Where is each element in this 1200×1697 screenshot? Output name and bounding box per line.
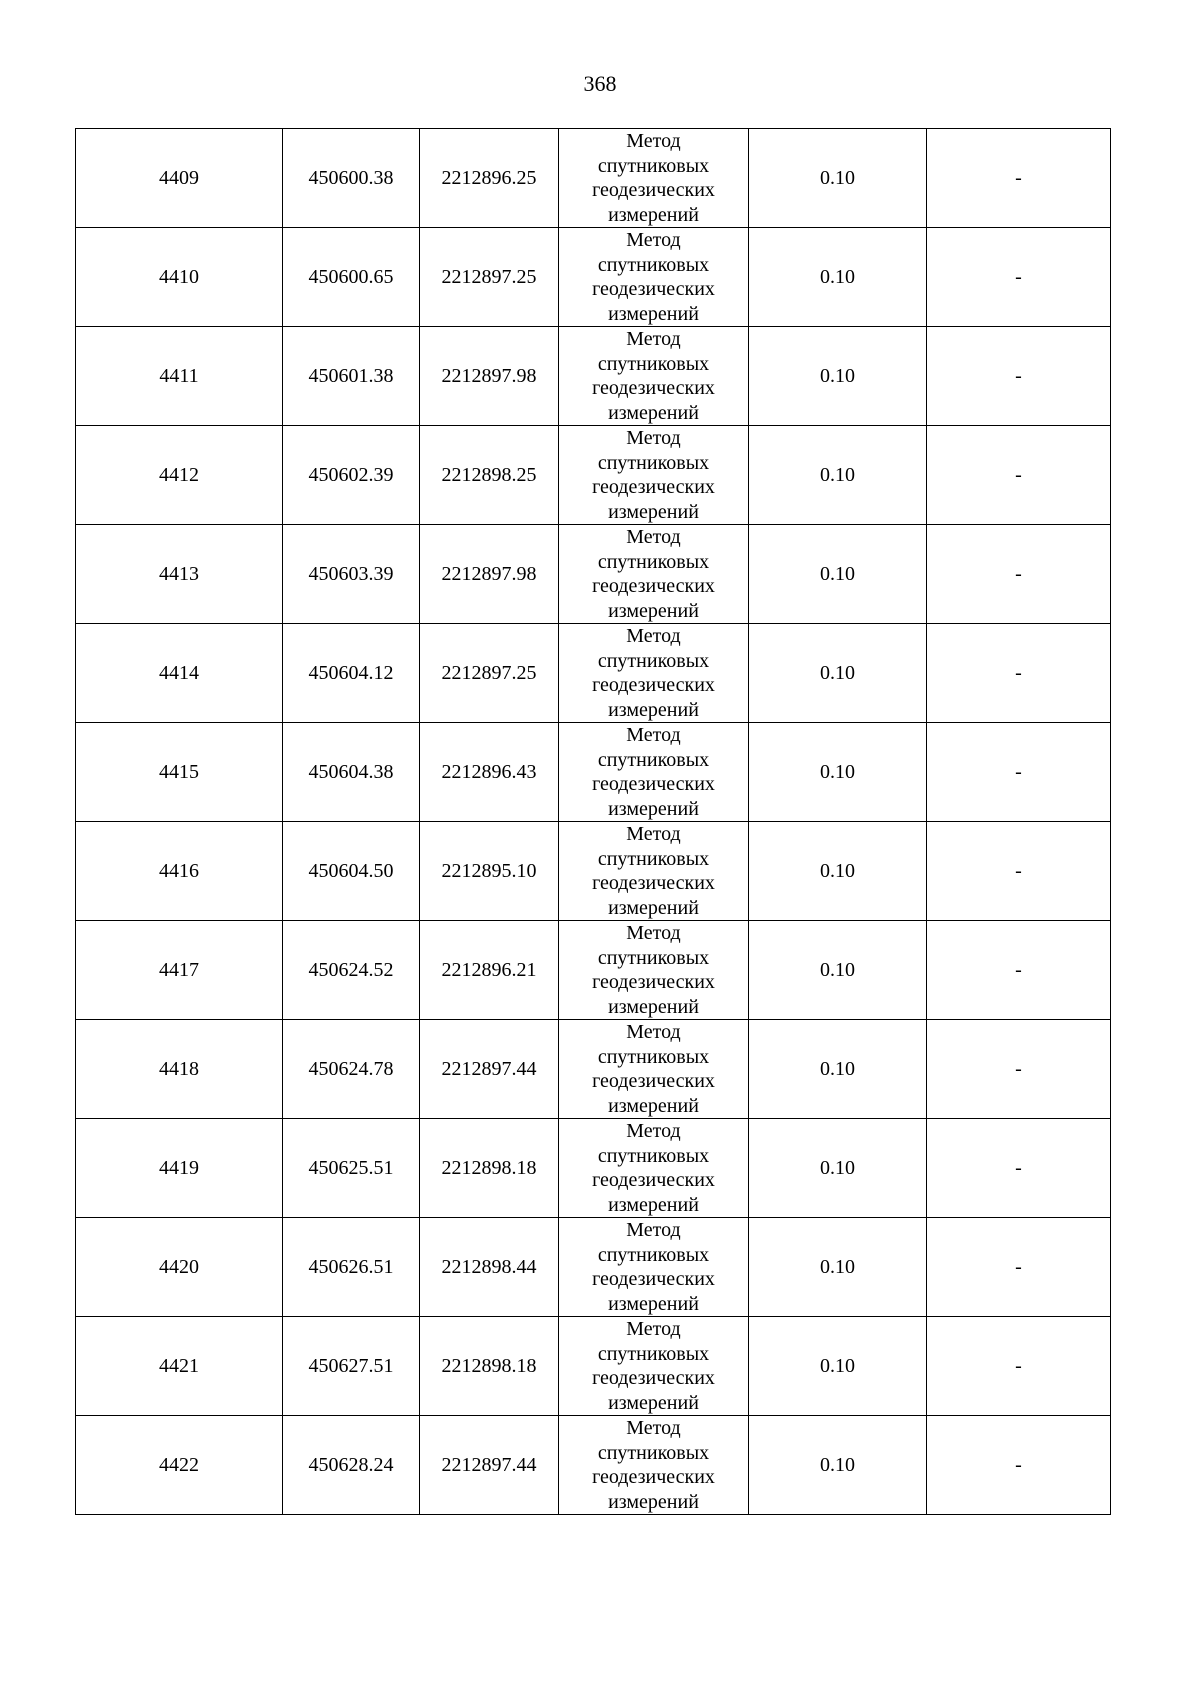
table-row bbox=[76, 1119, 1111, 1218]
method-text: Метод спутниковых геодезических измерений bbox=[592, 229, 715, 325]
y-coordinate-cell: 2212896.43 bbox=[420, 723, 559, 822]
note-cell: - bbox=[927, 1020, 1111, 1119]
point-number-cell: 4411 bbox=[76, 327, 283, 426]
point-number-cell: 4415 bbox=[76, 723, 283, 822]
y-coordinate-cell: 2212898.18 bbox=[420, 1119, 559, 1218]
note-cell: - bbox=[927, 327, 1111, 426]
accuracy-cell: 0.10 bbox=[749, 921, 927, 1020]
accuracy-cell: 0.10 bbox=[749, 822, 927, 921]
method-cell bbox=[559, 822, 749, 921]
y-coordinate-cell: 2212897.98 bbox=[420, 525, 559, 624]
x-coordinate-cell: 450604.50 bbox=[283, 822, 420, 921]
y-coordinate-cell: 2212898.44 bbox=[420, 1218, 559, 1317]
method-cell bbox=[559, 1317, 749, 1416]
point-number-cell: 4414 bbox=[76, 624, 283, 723]
method-text: Метод спутниковых геодезических измерений bbox=[592, 724, 715, 820]
note-cell: - bbox=[927, 129, 1111, 228]
y-coordinate-cell: 2212898.25 bbox=[420, 426, 559, 525]
table-row bbox=[76, 327, 1111, 426]
y-coordinate-cell: 2212897.25 bbox=[420, 228, 559, 327]
method-cell bbox=[559, 723, 749, 822]
point-number-cell: 4421 bbox=[76, 1317, 283, 1416]
accuracy-cell: 0.10 bbox=[749, 624, 927, 723]
table-row bbox=[76, 723, 1111, 822]
point-number-cell: 4410 bbox=[76, 228, 283, 327]
note-cell: - bbox=[927, 1119, 1111, 1218]
x-coordinate-cell: 450600.65 bbox=[283, 228, 420, 327]
method-cell bbox=[559, 228, 749, 327]
note-cell: - bbox=[927, 1218, 1111, 1317]
note-cell: - bbox=[927, 228, 1111, 327]
accuracy-cell: 0.10 bbox=[749, 228, 927, 327]
note-cell: - bbox=[927, 921, 1111, 1020]
x-coordinate-cell: 450626.51 bbox=[283, 1218, 420, 1317]
accuracy-cell: 0.10 bbox=[749, 1119, 927, 1218]
note-cell: - bbox=[927, 525, 1111, 624]
accuracy-cell: 0.10 bbox=[749, 327, 927, 426]
x-coordinate-cell: 450604.38 bbox=[283, 723, 420, 822]
method-cell bbox=[559, 1020, 749, 1119]
accuracy-cell: 0.10 bbox=[749, 1020, 927, 1119]
note-cell: - bbox=[927, 1317, 1111, 1416]
x-coordinate-cell: 450624.52 bbox=[283, 921, 420, 1020]
x-coordinate-cell: 450624.78 bbox=[283, 1020, 420, 1119]
method-text: Метод спутниковых геодезических измерений bbox=[592, 1318, 715, 1414]
method-text: Метод спутниковых геодезических измерений bbox=[592, 1120, 715, 1216]
y-coordinate-cell: 2212897.44 bbox=[420, 1416, 559, 1515]
method-cell bbox=[559, 1218, 749, 1317]
note-cell: - bbox=[927, 624, 1111, 723]
method-text: Метод спутниковых геодезических измерений bbox=[592, 1219, 715, 1315]
table-row bbox=[76, 822, 1111, 921]
method-cell bbox=[559, 129, 749, 228]
table-row bbox=[76, 624, 1111, 723]
method-text: Метод спутниковых геодезических измерений bbox=[592, 328, 715, 424]
coordinates-table-body bbox=[76, 129, 1111, 1515]
x-coordinate-cell: 450627.51 bbox=[283, 1317, 420, 1416]
method-text: Метод спутниковых геодезических измерений bbox=[592, 427, 715, 523]
point-number-cell: 4417 bbox=[76, 921, 283, 1020]
accuracy-cell: 0.10 bbox=[749, 426, 927, 525]
method-text: Метод спутниковых геодезических измерений bbox=[592, 1417, 715, 1513]
table-row bbox=[76, 921, 1111, 1020]
method-text: Метод спутниковых геодезических измерений bbox=[592, 625, 715, 721]
point-number-cell: 4422 bbox=[76, 1416, 283, 1515]
method-text: Метод спутниковых геодезических измерений bbox=[592, 922, 715, 1018]
point-number-cell: 4409 bbox=[76, 129, 283, 228]
point-number-cell: 4418 bbox=[76, 1020, 283, 1119]
method-cell bbox=[559, 1119, 749, 1218]
accuracy-cell: 0.10 bbox=[749, 1317, 927, 1416]
method-cell bbox=[559, 921, 749, 1020]
x-coordinate-cell: 450600.38 bbox=[283, 129, 420, 228]
point-number-cell: 4412 bbox=[76, 426, 283, 525]
y-coordinate-cell: 2212897.44 bbox=[420, 1020, 559, 1119]
table-row bbox=[76, 1317, 1111, 1416]
page-number: 368 bbox=[583, 71, 617, 96]
method-cell bbox=[559, 525, 749, 624]
method-cell bbox=[559, 1416, 749, 1515]
x-coordinate-cell: 450601.38 bbox=[283, 327, 420, 426]
x-coordinate-cell: 450602.39 bbox=[283, 426, 420, 525]
accuracy-cell: 0.10 bbox=[749, 1416, 927, 1515]
method-cell bbox=[559, 624, 749, 723]
table-row bbox=[76, 129, 1111, 228]
x-coordinate-cell: 450625.51 bbox=[283, 1119, 420, 1218]
method-text: Метод спутниковых геодезических измерений bbox=[592, 526, 715, 622]
y-coordinate-cell: 2212896.21 bbox=[420, 921, 559, 1020]
note-cell: - bbox=[927, 723, 1111, 822]
method-text: Метод спутниковых геодезических измерений bbox=[592, 823, 715, 919]
table-row bbox=[76, 1218, 1111, 1317]
note-cell: - bbox=[927, 822, 1111, 921]
x-coordinate-cell: 450604.12 bbox=[283, 624, 420, 723]
table-row bbox=[76, 426, 1111, 525]
y-coordinate-cell: 2212897.25 bbox=[420, 624, 559, 723]
method-text: Метод спутниковых геодезических измерений bbox=[592, 130, 715, 226]
coordinates-table bbox=[75, 128, 1111, 1515]
table-row bbox=[76, 1020, 1111, 1119]
y-coordinate-cell: 2212898.18 bbox=[420, 1317, 559, 1416]
point-number-cell: 4413 bbox=[76, 525, 283, 624]
point-number-cell: 4419 bbox=[76, 1119, 283, 1218]
x-coordinate-cell: 450603.39 bbox=[283, 525, 420, 624]
accuracy-cell: 0.10 bbox=[749, 129, 927, 228]
table-row bbox=[76, 525, 1111, 624]
method-cell bbox=[559, 426, 749, 525]
method-cell bbox=[559, 327, 749, 426]
x-coordinate-cell: 450628.24 bbox=[283, 1416, 420, 1515]
method-text: Метод спутниковых геодезических измерений bbox=[592, 1021, 715, 1117]
note-cell: - bbox=[927, 426, 1111, 525]
accuracy-cell: 0.10 bbox=[749, 1218, 927, 1317]
accuracy-cell: 0.10 bbox=[749, 723, 927, 822]
y-coordinate-cell: 2212895.10 bbox=[420, 822, 559, 921]
accuracy-cell: 0.10 bbox=[749, 525, 927, 624]
y-coordinate-cell: 2212896.25 bbox=[420, 129, 559, 228]
note-cell: - bbox=[927, 1416, 1111, 1515]
point-number-cell: 4416 bbox=[76, 822, 283, 921]
y-coordinate-cell: 2212897.98 bbox=[420, 327, 559, 426]
table-row bbox=[76, 228, 1111, 327]
point-number-cell: 4420 bbox=[76, 1218, 283, 1317]
table-row bbox=[76, 1416, 1111, 1515]
